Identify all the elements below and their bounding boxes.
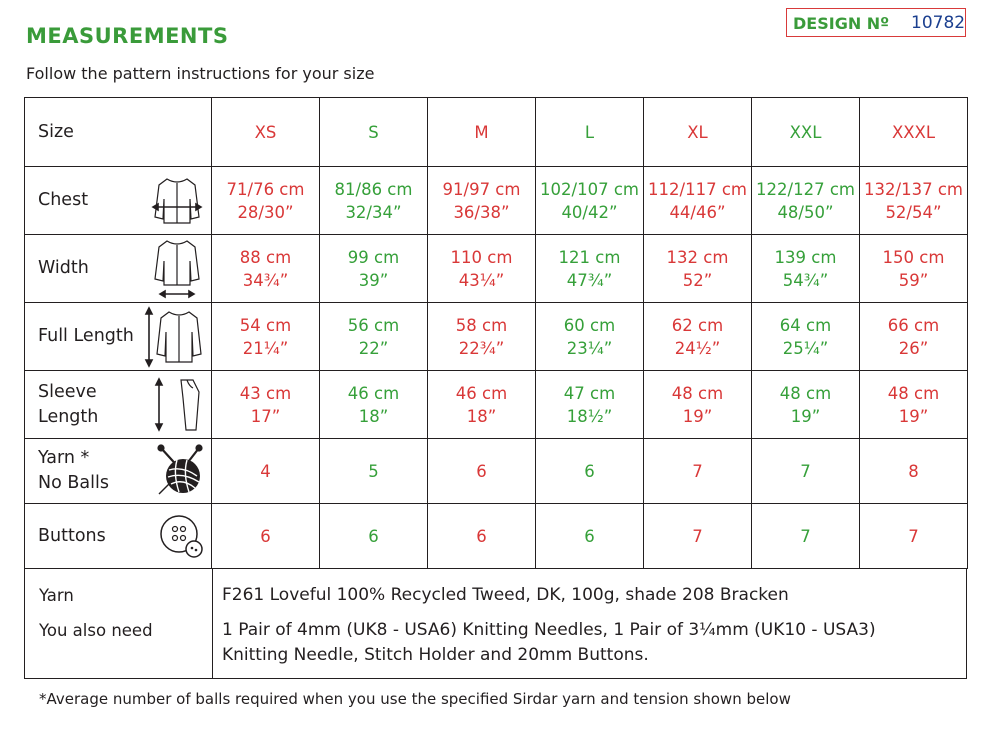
cell-balls-xxxl: 8 [860, 439, 968, 504]
value-in: 26” [898, 338, 929, 358]
footnote: *Average number of balls required when you use the specified Sirdar yarn and tension shown below [39, 690, 791, 708]
cell-width-xs [212, 235, 320, 303]
value-in: 21¼” [242, 338, 289, 358]
cell-buttons-xl: 7 [644, 504, 752, 569]
need-line-2: Knitting Needle, Stitch Holder and 20mm Buttons. [222, 645, 649, 665]
cell-width-m [428, 235, 536, 303]
need-line-1: 1 Pair of 4mm (UK8 - USA6) Knitting Needles, 1 Pair of 3¼mm (UK10 - USA3) [222, 620, 876, 640]
value-in: 19” [898, 406, 929, 426]
design-label: DESIGN Nº [793, 14, 890, 33]
sleeve-label-line2: Length [38, 406, 99, 427]
value-in: 25¼” [782, 338, 829, 358]
page-title: MEASUREMENTS [26, 24, 229, 48]
value-in: 39” [358, 270, 389, 290]
cardigan-width-icon [149, 237, 205, 301]
value-cm: 48 cm [779, 383, 832, 403]
cell-chest-xs [212, 167, 320, 235]
value-in: 52” [682, 270, 713, 290]
cell-balls-xl: 7 [644, 439, 752, 504]
value-in: 48/50” [777, 202, 834, 222]
cell-sleeve-xs [212, 371, 320, 439]
value-cm: 99 cm [347, 247, 400, 267]
value-cm: 46 cm [455, 383, 508, 403]
value-in: 28/30” [237, 202, 294, 222]
value-in: 34¾” [242, 270, 289, 290]
value-cm: 121 cm [558, 247, 621, 267]
value-in: 18½” [566, 406, 613, 426]
value-cm: 132/137 cm [864, 179, 963, 199]
row-label-cell [25, 371, 212, 439]
cell-width-s [320, 235, 428, 303]
cell-balls-l: 6 [536, 439, 644, 504]
value-in: 52/54” [885, 202, 942, 222]
value-cm: 139 cm [774, 247, 837, 267]
sleeve-label-line1: Sleeve [38, 381, 97, 402]
yarn-label-line1: Yarn * [38, 448, 90, 468]
cell-chest-l [536, 167, 644, 235]
chest-label: Chest [38, 190, 89, 210]
value-in: 22¾” [458, 338, 505, 358]
row-label-cell [25, 303, 212, 371]
cell-width-xl [644, 235, 752, 303]
sleeve-length-icon [149, 376, 205, 434]
value-in: 32/34” [345, 202, 402, 222]
size-m: M [428, 98, 536, 167]
table-row [25, 439, 968, 504]
cell-buttons-xxxl: 7 [860, 504, 968, 569]
cell-length-s [320, 303, 428, 371]
value-cm: 48 cm [887, 383, 940, 403]
yarn-value: F261 Loveful 100% Recycled Tweed, DK, 100g, shade 208 Bracken [222, 585, 789, 605]
buttons-icon [157, 512, 205, 560]
cell-balls-m: 6 [428, 439, 536, 504]
value-cm: 48 cm [671, 383, 724, 403]
cell-sleeve-s [320, 371, 428, 439]
size-xl: XL [644, 98, 752, 167]
table-row [25, 504, 968, 569]
cell-buttons-l: 6 [536, 504, 644, 569]
cell-sleeve-l [536, 371, 644, 439]
table-row [25, 371, 968, 439]
materials-divider [212, 569, 213, 678]
value-in: 40/42” [561, 202, 618, 222]
value-cm: 112/117 cm [648, 179, 747, 199]
size-xs: XS [212, 98, 320, 167]
cell-chest-s [320, 167, 428, 235]
cell-buttons-s: 6 [320, 504, 428, 569]
yarn-ball-icon [155, 444, 205, 498]
width-label: Width [38, 258, 89, 278]
cell-balls-xs: 4 [212, 439, 320, 504]
cell-length-l [536, 303, 644, 371]
value-cm: 62 cm [671, 315, 724, 335]
value-in: 47¾” [566, 270, 613, 290]
value-cm: 122/127 cm [756, 179, 855, 199]
cell-length-m [428, 303, 536, 371]
full-length-label: Full Length [38, 326, 134, 346]
materials-block [24, 569, 967, 679]
table-row [25, 98, 968, 167]
value-in: 24½” [674, 338, 721, 358]
value-cm: 110 cm [450, 247, 513, 267]
value-cm: 66 cm [887, 315, 940, 335]
table-row [25, 303, 968, 371]
size-s: S [320, 98, 428, 167]
table-row [25, 167, 968, 235]
value-cm: 43 cm [239, 383, 292, 403]
value-cm: 58 cm [455, 315, 508, 335]
value-in: 19” [682, 406, 713, 426]
cell-sleeve-xxl [752, 371, 860, 439]
value-cm: 60 cm [563, 315, 616, 335]
value-in: 18” [466, 406, 497, 426]
value-in: 44/46” [669, 202, 726, 222]
cell-balls-xxl: 7 [752, 439, 860, 504]
value-cm: 81/86 cm [334, 179, 413, 199]
cell-balls-s: 5 [320, 439, 428, 504]
cell-chest-m [428, 167, 536, 235]
value-cm: 56 cm [347, 315, 400, 335]
cardigan-length-icon [143, 306, 205, 368]
design-number-box [786, 8, 966, 37]
cell-chest-xxl [752, 167, 860, 235]
row-label-cell [25, 167, 212, 235]
value-cm: 88 cm [239, 247, 292, 267]
value-cm: 71/76 cm [226, 179, 305, 199]
value-in: 17” [250, 406, 281, 426]
cell-width-xxxl [860, 235, 968, 303]
cell-length-xl [644, 303, 752, 371]
size-xxxl: XXXL [860, 98, 968, 167]
cell-length-xxl [752, 303, 860, 371]
value-in: 18” [358, 406, 389, 426]
value-cm: 47 cm [563, 383, 616, 403]
cell-buttons-xxl: 7 [752, 504, 860, 569]
value-cm: 102/107 cm [540, 179, 639, 199]
size-label: Size [25, 98, 212, 167]
cell-sleeve-m [428, 371, 536, 439]
value-in: 22” [358, 338, 389, 358]
subtitle: Follow the pattern instructions for your size [26, 64, 375, 83]
cell-chest-xxxl [860, 167, 968, 235]
value-cm: 54 cm [239, 315, 292, 335]
value-cm: 150 cm [882, 247, 945, 267]
cell-width-l [536, 235, 644, 303]
cell-length-xs [212, 303, 320, 371]
yarn-label: Yarn [39, 586, 74, 605]
size-xxl: XXL [752, 98, 860, 167]
value-cm: 132 cm [666, 247, 729, 267]
cell-sleeve-xl [644, 371, 752, 439]
row-label-cell [25, 235, 212, 303]
cell-buttons-m: 6 [428, 504, 536, 569]
value-cm: 64 cm [779, 315, 832, 335]
value-in: 54¾” [782, 270, 829, 290]
buttons-label: Buttons [38, 525, 106, 546]
need-label: You also need [39, 621, 153, 640]
row-label-cell [25, 504, 212, 569]
size-l: L [536, 98, 644, 167]
value-in: 59” [898, 270, 929, 290]
value-cm: 91/97 cm [442, 179, 521, 199]
cell-buttons-xs: 6 [212, 504, 320, 569]
value-cm: 46 cm [347, 383, 400, 403]
value-in: 23¼” [566, 338, 613, 358]
table-row [25, 235, 968, 303]
row-label-cell [25, 439, 212, 504]
value-in: 36/38” [453, 202, 510, 222]
yarn-label-line2: No Balls [38, 473, 109, 493]
cell-sleeve-xxxl [860, 371, 968, 439]
cell-chest-xl [644, 167, 752, 235]
cell-length-xxxl [860, 303, 968, 371]
cardigan-chest-icon [149, 173, 205, 229]
design-number: 10782 [911, 13, 966, 33]
value-in: 19” [790, 406, 821, 426]
measurements-table [24, 97, 968, 569]
cell-width-xxl [752, 235, 860, 303]
value-in: 43¼” [458, 270, 505, 290]
